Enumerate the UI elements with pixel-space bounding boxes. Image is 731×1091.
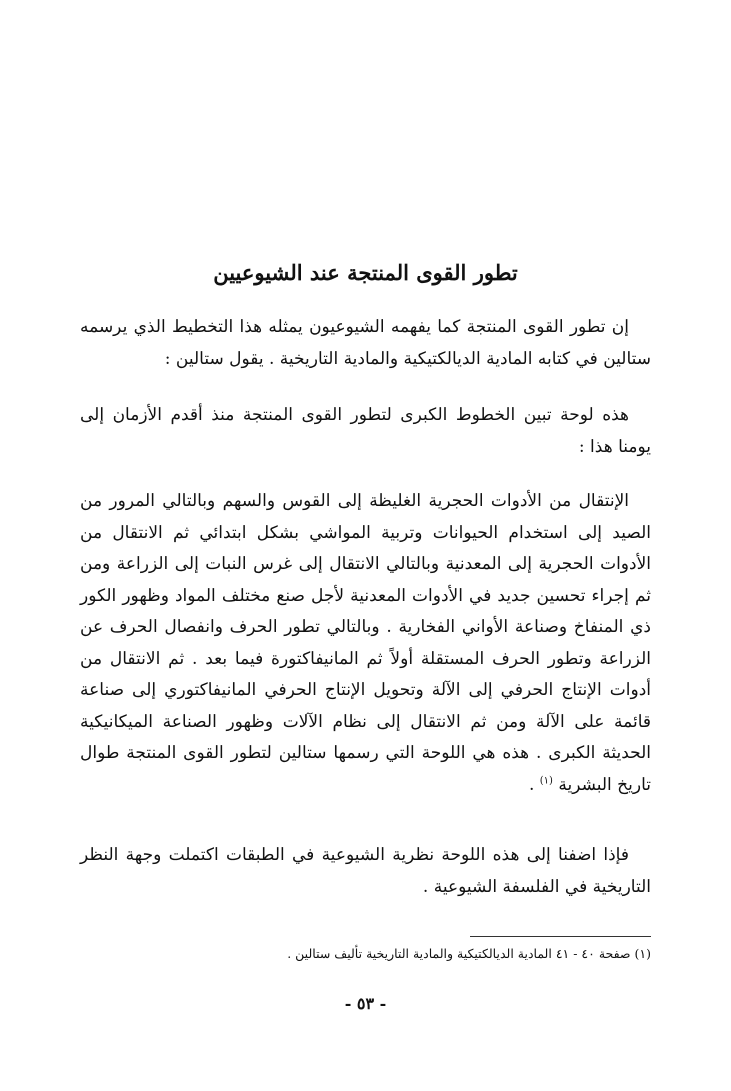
- paragraph-intro-text: إن تطور القوى المنتجة كما يفهمه الشيوعيون يمثله هذا التخطيط الذي يرسمه ستالين في كتابه المادية الديالكتيكية والمادية التاريخية . يقول ستالين :: [80, 317, 651, 369]
- footnote: (١) صفحة ٤٠ - ٤١ المادية الديالكتيكية والمادية التاريخية تأليف ستالين .: [287, 946, 651, 961]
- paragraph-quote-body: [80, 486, 651, 801]
- paragraph-intro: [80, 312, 651, 375]
- footnote-marker: (١): [539, 774, 553, 786]
- page-number: - ٥٣ -: [344, 994, 387, 1013]
- paragraph-quote-intro-text: هذه لوحة تبين الخطوط الكبرى لتطور القوى المنتجة منذ أقدم الأزمان إلى يومنا هذا :: [80, 405, 651, 457]
- paragraph-conclusion-text: فإذا اضفنا إلى هذه اللوحة نظرية الشيوعية في الطبقات اكتملت وجهة النظر التاريخية في الفلسفة الشيوعية .: [80, 845, 651, 897]
- paragraph-conclusion: [80, 840, 651, 903]
- paragraph-quote-end: .: [528, 774, 540, 795]
- chapter-title: تطور القوى المنتجة عند الشيوعيين: [213, 260, 518, 285]
- paragraph-quote-intro: [80, 400, 651, 463]
- footnote-divider: [470, 936, 651, 937]
- paragraph-quote-body-text: الإنتقال من الأدوات الحجرية الغليظة إلى القوس والسهم وبالتالي المرور من الصيد إلى استخدام الحيوانات وتربية المواشي بشكل ابتدائي ثم الانتقال من الأدوات الحجرية إلى المعدنية وبالتالي الانتقال إلى غرس النبات إلى الزراعة ومن ثم إجراء تحسين جديد في الأدوات المعدنية لأجل صنع مختلف المواد وظهور الكور ذي المنفاخ وصناعة الأواني الفخارية . وبالتالي تطور الحرف وانفصال الحرف عن الزراعة وتطور الحرف المستقلة أولاً ثم المانيفاكتورة فيما بعد . ثم الانتقال من أدوات الإنتاج الحرفي إلى الآلة وتحويل الإنتاج الحرفي المانيفاكتوري إلى صناعة قائمة على الآلة ومن ثم الانتقال إلى نظام الآلات وظهور الصناعة الميكانيكية الحديثة الكبرى . هذه هي اللوحة التي رسمها ستالين لتطور القوى المنتجة طوال تاريخ البشرية: [80, 491, 651, 795]
